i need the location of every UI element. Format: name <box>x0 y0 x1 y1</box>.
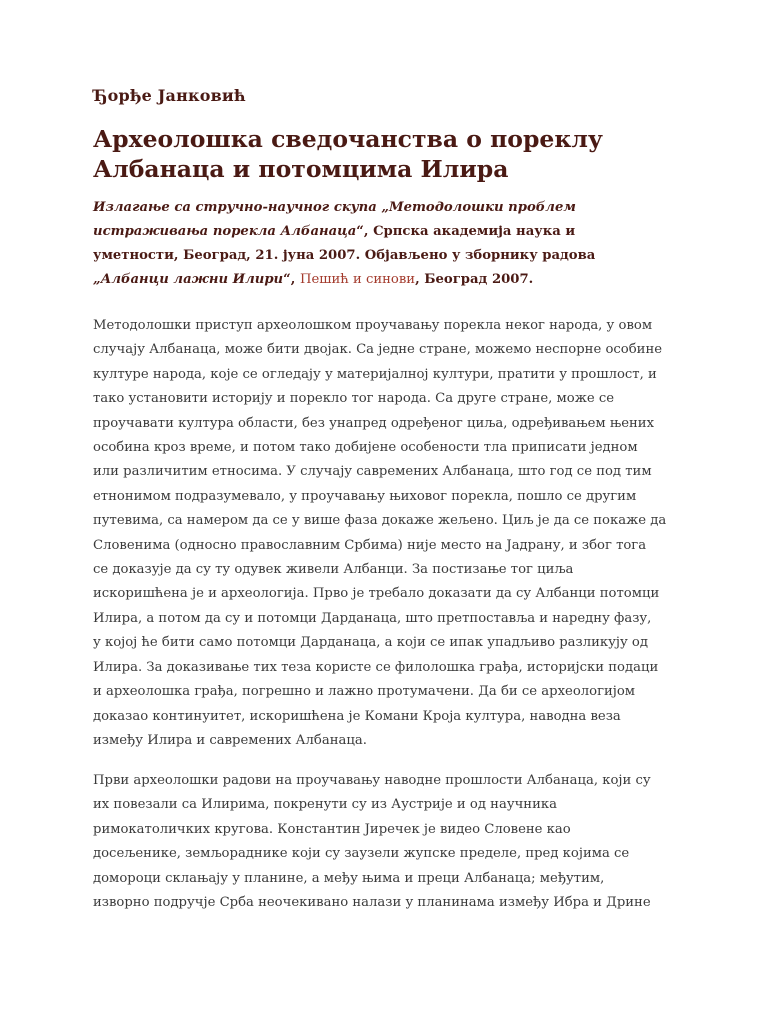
paragraph-line: досељенике, земљораднике који су заузели жупске пределе, пред којима се <box>93 846 630 862</box>
paragraph-line: искоришћена је и археологија. Прво је требало доказати да су Албанци потомци <box>93 586 660 602</box>
publication-note-line-3: уметности, Београд, 21. јуна 2007. Објављено у зборнику радова <box>93 248 596 263</box>
paragraph-line: Словенима (односно православним Србима) није место на Јадрану, и због тога <box>93 537 647 553</box>
paragraph-line: у којој ће бити само потомци Дарданаца, а који се ипак упадљиво разликују од <box>93 635 648 651</box>
publication-note-line-4 <box>93 268 693 292</box>
body-paragraph-2 <box>93 769 693 915</box>
paragraph-line: етнонимом подразумевало, у проучавању њиховог порекла, пошло се другим <box>93 488 637 504</box>
publication-note-line-1 <box>93 196 693 220</box>
paragraph-line: културе народа, које се огледају у материјалној култури, пратити у прошлост, и <box>93 366 657 382</box>
paragraph-line: Илира, а потом да су и потомци Дарданаца, што претпоставља и наредну фазу, <box>93 610 652 626</box>
paragraph-line: и археолошка грађа, погрешно и лажно протумачени. Да би се археологијом <box>93 684 636 700</box>
paragraph-line: доказао континуитет, искоришћена је Комани Кроја култура, наводна веза <box>93 708 621 724</box>
body-paragraph-1 <box>93 314 693 753</box>
paragraph-line: између Илира и савремених Албанаца. <box>93 732 367 748</box>
title-line-1: Археолошка сведочанства о пореклу <box>93 125 603 153</box>
publication-note <box>93 196 693 292</box>
paragraph-line: их повезали са Илирима, покренути су из Аустрије и од научника <box>93 797 557 813</box>
paragraph-line: Методолошки приступ археолошком проучавању порекла неког народа, у овом <box>93 318 653 333</box>
title-line-2: Албанаца и потомцима Илира <box>93 155 509 183</box>
publication-note-text: „Албанци лажни Илири <box>93 272 284 287</box>
paragraph-line: римокатоличких кругова. Константин Јиречек је видео Словене као <box>93 821 571 837</box>
author-name: Ђорђе Јанковић <box>93 86 246 105</box>
paragraph-line: се доказује да су ту одувек живели Албанци. За постизање тог циља <box>93 562 574 578</box>
paragraph-line: проучавати култура области, без унапред одређеног циља, одређивањем њених <box>93 415 655 431</box>
publisher-link[interactable]: Пешић и синови <box>299 272 416 287</box>
paragraph-line: тако установити историју и порекло тог народа. Са друге стране, може се <box>93 391 615 407</box>
publication-note-text: “, Српска академија наука и <box>356 224 576 239</box>
article-title <box>93 124 693 184</box>
publication-note-text: , Београд 2007. <box>415 272 534 287</box>
publication-note-text: “, <box>283 272 300 287</box>
paragraph-line: Илира. За доказивање тих теза користе се филолошка грађа, историјски подаци <box>93 659 659 675</box>
paragraph-line: случају Албанаца, може бити двојак. Са једне стране, можемо неспорне особине <box>93 342 663 358</box>
paragraph-line: путевима, са намером да се у више фаза докаже жељено. Циљ је да се покаже да <box>93 513 667 529</box>
paragraph-line: или различитим етносима. У случају савремених Албанаца, што год се под тим <box>93 464 652 480</box>
publication-note-text: Излагање са стручно-научног скупа „Методолошки проблем <box>93 200 576 215</box>
paragraph-line: домороци склањају у планине, а међу њима и преци Албанаца; међутим, <box>93 870 605 886</box>
paragraph-line: Први археолошки радови на проучавању наводне прошлости Албанаца, који су <box>93 773 651 788</box>
paragraph-line: изворно подручје Срба неочекивано налази у планинама између Ибра и Дрине <box>93 895 651 911</box>
publication-note-line-2 <box>93 220 693 244</box>
publication-note-text: истраживања порекла Албанаца <box>93 224 357 239</box>
paragraph-line: особина кроз време, и потом тако добијене особености тла приписати једном <box>93 440 638 456</box>
